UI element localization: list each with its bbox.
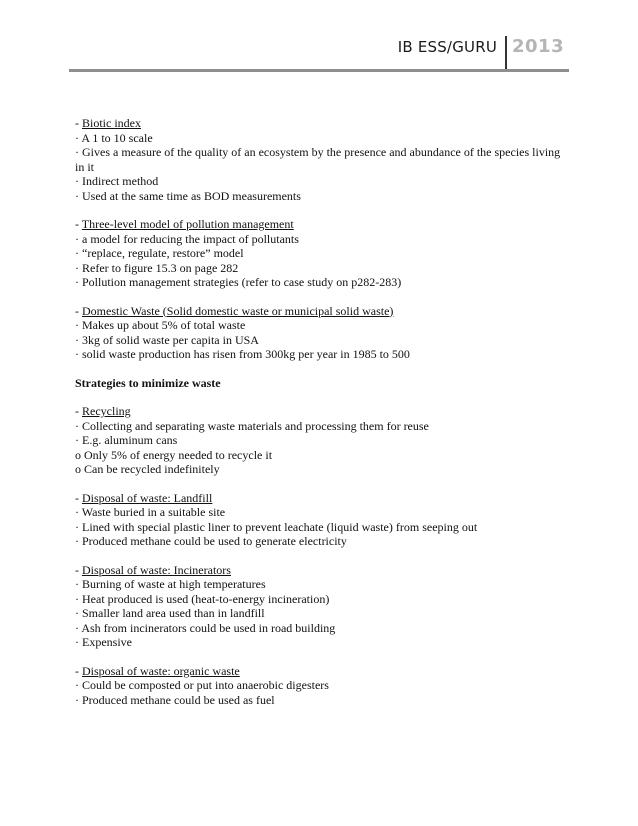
bullet-item: · Expensive <box>75 635 132 649</box>
bullet-item: · Pollution management strategies (refer to case study on p282-283) <box>75 275 402 289</box>
bullet-item: · Produced methane could be used to generate electricity <box>75 534 347 548</box>
bullet-item: · Ash from incinerators could be used in road building <box>75 620 336 635</box>
page-header <box>0 0 638 80</box>
section-title: - Recycling <box>75 404 131 418</box>
section-landfill <box>75 491 565 549</box>
section-biotic-index <box>75 116 565 203</box>
header-title: IB ESS/GURU <box>397 38 497 56</box>
bullet-item: · Collecting and separating waste materials and processing them for reuse <box>75 418 429 433</box>
bullet-item: · solid waste production has risen from 300kg per year in 1985 to 500 <box>75 347 410 361</box>
document-body <box>75 116 565 721</box>
section-title-text: Disposal of waste: Incinerators <box>82 562 231 577</box>
section-title-text: Disposal of waste: organic waste <box>82 663 240 678</box>
section-title: - Disposal of waste: Landfill <box>75 490 213 505</box>
bullet-item: · 3kg of solid waste per capita in USA <box>75 332 259 347</box>
section-domestic-waste <box>75 304 565 362</box>
section-title-text: Three-level model of pollution management <box>81 217 294 231</box>
strategies-heading: Strategies to minimize waste <box>75 375 221 390</box>
section-strategies-heading <box>75 376 565 391</box>
bullet-item: · Used at the same time as BOD measurements <box>75 188 301 203</box>
section-three-level-model <box>75 217 565 290</box>
section-title: - Three-level model of pollution management <box>75 217 294 231</box>
bullet-item: · Makes up about 5% of total waste <box>75 318 246 332</box>
section-title-text: Domestic Waste (Solid domestic waste or municipal solid waste) <box>82 303 394 318</box>
bullet-item: · E.g. aluminum cans <box>75 433 178 447</box>
header-rule <box>69 69 569 72</box>
bullet-item: · Gives a measure of the quality of an ecosystem by the presence and abundance of the species living in it <box>75 145 561 174</box>
bullet-item: · Heat produced is used (heat-to-energy incineration) <box>75 591 330 606</box>
bullet-item: · a model for reducing the impact of pollutants <box>75 231 299 246</box>
section-title: - Disposal of waste: Incinerators <box>75 562 231 577</box>
section-title: - Domestic Waste (Solid domestic waste or municipal solid waste) <box>75 303 394 318</box>
sub-bullet-item: o Can be recycled indefinitely <box>75 462 220 476</box>
section-incinerators <box>75 563 565 650</box>
section-title: - Biotic index <box>75 116 141 130</box>
bullet-item: · Refer to figure 15.3 on page 282 <box>75 260 239 275</box>
header-divider <box>505 36 507 70</box>
bullet-item: · Could be composted or put into anaerobic digesters <box>75 678 329 692</box>
bullet-item: · Waste buried in a suitable site <box>75 505 226 519</box>
bullet-item: · Lined with special plastic liner to prevent leachate (liquid waste) from seeping out <box>75 519 478 534</box>
sub-bullet-item: o Only 5% of energy needed to recycle it <box>75 447 273 462</box>
bullet-item: · Smaller land area used than in landfill <box>75 606 265 620</box>
bullet-item: · Produced methane could be used as fuel <box>75 692 275 707</box>
section-title-text: Biotic index <box>82 116 141 130</box>
header-year: 2013 <box>512 36 565 57</box>
bullet-item: · Burning of waste at high temperatures <box>75 577 266 591</box>
section-organic-waste <box>75 664 565 708</box>
bullet-item: · Indirect method <box>75 174 159 188</box>
section-title-text: Recycling <box>82 404 131 418</box>
section-title-text: Disposal of waste: Landfill <box>82 490 213 505</box>
bullet-item: · “replace, regulate, restore” model <box>75 246 244 260</box>
bullet-item: · A 1 to 10 scale <box>75 130 153 145</box>
section-recycling <box>75 404 565 477</box>
section-title: - Disposal of waste: organic waste <box>75 663 240 678</box>
